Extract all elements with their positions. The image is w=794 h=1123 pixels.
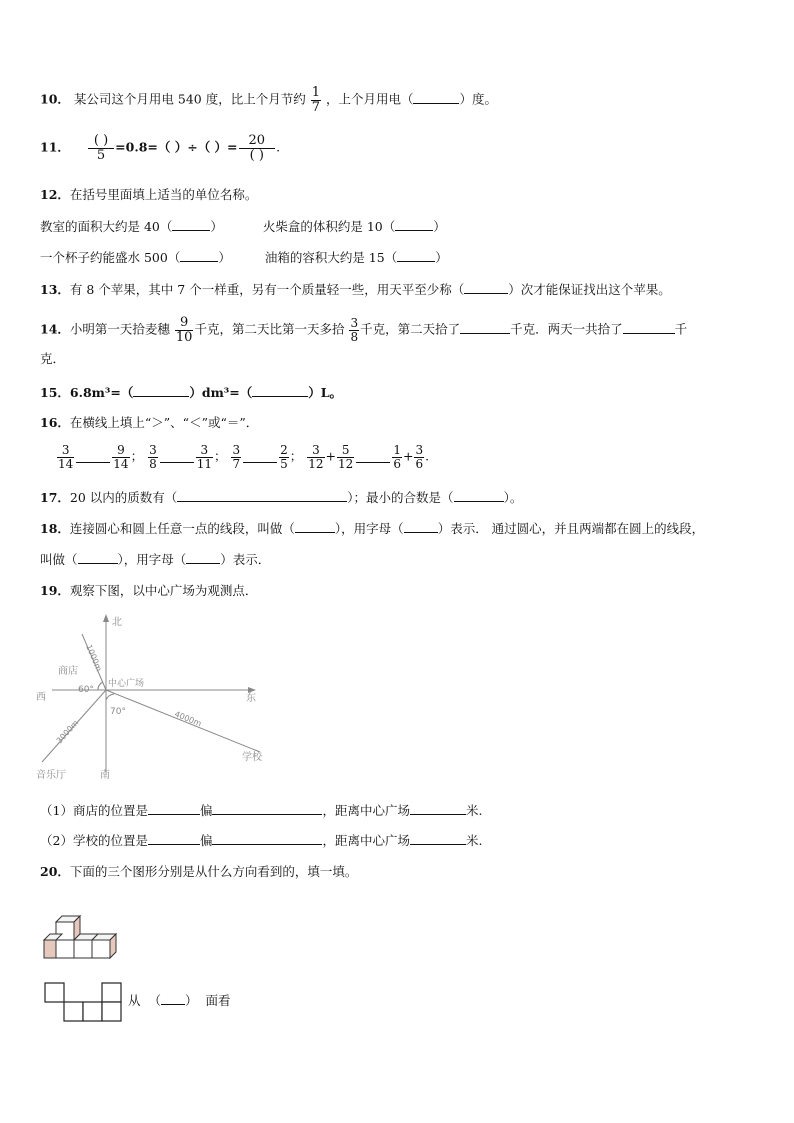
answer-blank[interactable] xyxy=(413,93,459,104)
answer-blank[interactable] xyxy=(395,220,433,231)
fraction: $\frac{3}{11}$ xyxy=(196,443,212,471)
answer-blank[interactable] xyxy=(160,452,194,463)
fraction: $\frac{3}{12}$ xyxy=(308,443,324,471)
question-17: 17．20 以内的质数有（ ）；最小的合数是（ ）。 xyxy=(40,490,523,505)
map-angle-school: 70° xyxy=(110,707,126,717)
view-figure xyxy=(44,982,126,1024)
map-label-concert: 音乐厅 xyxy=(36,770,66,781)
angle-arc-school xyxy=(106,694,114,700)
fraction: $\frac{9}{10}$ xyxy=(175,315,193,345)
fraction: $\frac{9}{14}$ xyxy=(113,443,129,471)
question-15: 15．6.8m³=（ ）dm³=（ ）L。 xyxy=(40,385,343,400)
question-number: 11． xyxy=(40,139,70,155)
answer-blank[interactable] xyxy=(148,834,200,845)
answer-blank[interactable] xyxy=(410,834,466,845)
question-20-answer: 从 （ ） 面看 xyxy=(128,993,231,1008)
answer-blank[interactable] xyxy=(177,491,347,502)
fraction: $\frac{3}{14}$ xyxy=(58,443,74,471)
map-angle-shop: 60° xyxy=(78,685,94,695)
answer-blank[interactable] xyxy=(76,452,110,463)
answer-blank[interactable] xyxy=(397,251,435,262)
question-12-row1: 教室的面积大约是 40（ ） 火柴盒的体积约是 10（ ） xyxy=(40,219,446,234)
answer-blank[interactable] xyxy=(186,553,220,564)
answer-blank[interactable] xyxy=(295,522,335,533)
angle-arc-shop xyxy=(98,682,103,690)
question-19-title: 19．观察下图，以中心广场为观测点． xyxy=(40,583,258,598)
map-label-east: 东 xyxy=(246,693,256,704)
answer-blank[interactable] xyxy=(212,804,322,815)
fraction: $\frac{3}{7}$ xyxy=(232,443,241,471)
cube-3d-figure xyxy=(42,912,126,960)
map-label-shop: 商店 xyxy=(58,666,78,677)
question-20-title: 20．下面的三个图形分别是从什么方向看到的，填一填。 xyxy=(40,864,358,879)
question-10: 10． 某公司这个月用电 540 度，比上个月节约 $\frac{1}{7}$ ，上个月用电（ ）度。 xyxy=(40,85,497,115)
question-14: 14．小明第一天拾麦穗 $\frac{9}{10}$ 千克，第二天比第一天多拾 $\frac{3}{8}$ 千克，第二天拾了 千克．两天一共拾了 千 xyxy=(40,315,688,345)
map-distance-school: 4000m xyxy=(173,709,203,729)
question-16-row: $\frac{3}{14}$ $\frac{9}{14}$ ； $\frac{3}{8}$ $\frac{3}{11}$ ； $\frac{3}{7}$ $\frac{2}{5}$ ； $\frac{3}{12}$ + $\frac{5}{12}$ $\frac{1}{6}$ + $\frac{3}{6}$ . xyxy=(58,443,430,471)
map-label-west: 西 xyxy=(36,692,46,703)
answer-blank[interactable] xyxy=(356,452,390,463)
question-12-title: 12．在括号里面填上适当的单位名称。 xyxy=(40,187,258,202)
question-13: 13．有 8 个苹果，其中 7 个一样重，另有一个质量轻一些，用天平至少称（ ）次才能保证找出这个苹果。 xyxy=(40,282,671,297)
fraction: $\frac{1}{6}$ xyxy=(393,443,401,471)
question-11: 11． $\frac{( )}{5}$ =0.8=（ ）÷（ ）= $\frac{20}{( )}$ . xyxy=(40,133,281,163)
map-label-south: 南 xyxy=(100,770,110,781)
fraction-blank[interactable]: $\frac{( )}{5}$ xyxy=(88,134,114,162)
answer-blank[interactable] xyxy=(78,553,118,564)
question-18: 18．连接圆心和圆上任意一点的线段，叫做（ ），用字母（ ）表示． 通过圆心，并且两端都在圆上的线段， xyxy=(40,521,705,536)
question-18-cont: 叫做（ ），用字母（ ）表示． xyxy=(40,552,271,567)
north-arrow-icon xyxy=(103,614,109,622)
fraction: $\frac{3}{8}$ xyxy=(350,316,359,344)
answer-blank[interactable] xyxy=(133,386,189,397)
answer-blank[interactable] xyxy=(161,994,185,1005)
answer-blank[interactable] xyxy=(172,220,210,231)
answer-blank[interactable] xyxy=(460,323,510,334)
answer-blank[interactable] xyxy=(404,522,438,533)
answer-blank[interactable] xyxy=(212,834,322,845)
map-label-north: 北 xyxy=(112,617,122,628)
fraction-blank[interactable]: $\frac{20}{( )}$ xyxy=(239,134,276,162)
answer-blank[interactable] xyxy=(243,452,277,463)
question-19-part2: （2）学校的位置是 偏 ，距离中心广场 米. xyxy=(40,833,483,848)
answer-blank[interactable] xyxy=(454,491,504,502)
answer-blank[interactable] xyxy=(252,386,308,397)
fraction: $\frac{1}{7}$ xyxy=(311,85,320,115)
fraction: $\frac{3}{8}$ xyxy=(149,443,157,471)
question-14-cont: 克． xyxy=(40,351,66,366)
answer-blank[interactable] xyxy=(148,804,200,815)
answer-blank[interactable] xyxy=(464,283,508,294)
fraction: $\frac{5}{12}$ xyxy=(338,443,354,471)
answer-blank[interactable] xyxy=(180,251,218,262)
map-label-school: 学校 xyxy=(242,752,262,763)
map-label-center: 中心广场 xyxy=(108,679,145,689)
answer-blank[interactable] xyxy=(410,804,466,815)
question-16-title: 16．在横线上填上“＞”、“＜”或“＝”． xyxy=(40,415,259,430)
answer-blank[interactable] xyxy=(623,323,675,334)
map-distance-shop: 1000m xyxy=(84,643,104,673)
fraction: $\frac{2}{5}$ xyxy=(280,443,288,471)
question-number: 10． xyxy=(40,91,70,107)
map-distance-concert: 3000m xyxy=(54,718,81,746)
question-12-row2: 一个杯子约能盛水 500（ ） 油箱的容积大约是 15（ ） xyxy=(40,250,448,265)
direction-map xyxy=(34,612,284,782)
fraction: $\frac{3}{6}$ xyxy=(415,443,424,471)
question-19-part1: （1）商店的位置是 偏 ，距离中心广场 米. xyxy=(40,803,483,818)
